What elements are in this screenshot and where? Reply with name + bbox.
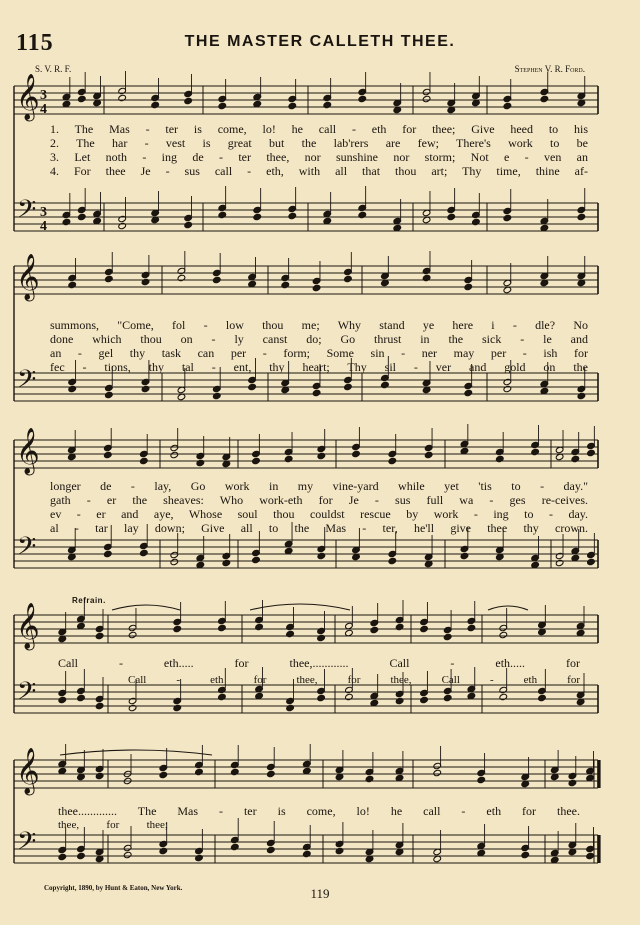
notehead <box>212 392 221 399</box>
notehead <box>477 776 486 783</box>
notehead <box>184 97 193 104</box>
verse-line: 1. The Mas - ter is come, lo! he call - eth for thee; Give heed to his <box>50 122 588 136</box>
notehead <box>433 769 442 776</box>
verse-line: summons, "Come, fol - low thou me; Why stand ye here i - dle? No <box>50 318 588 332</box>
verse-line: al - tar lay down; Give all to the Mas - ter, he'll give thee thy crown. <box>50 521 588 535</box>
verse-line: an - gel thy task can per - form; Some sin - ner may per - ish for <box>50 346 588 360</box>
notehead <box>212 276 221 283</box>
notehead <box>577 213 586 220</box>
notehead <box>255 623 264 630</box>
notehead <box>286 704 295 711</box>
notehead <box>62 218 71 225</box>
notehead <box>422 274 431 281</box>
notehead <box>424 451 433 458</box>
notehead <box>248 383 257 390</box>
verse-line: fec - tions, thy tal - ent, thy heart; Thy sil - ver and gold on the <box>50 360 588 374</box>
notehead <box>317 552 326 559</box>
notehead <box>358 211 367 218</box>
notehead <box>253 213 262 220</box>
notehead <box>95 632 104 639</box>
notehead <box>184 221 193 228</box>
hymn-number: 115 <box>16 30 54 56</box>
notehead <box>195 854 204 861</box>
notehead <box>104 550 113 557</box>
notehead <box>284 455 293 462</box>
notehead <box>231 843 240 850</box>
time-signature-top: 3 <box>40 205 47 220</box>
words-credit: S. V. R. F. <box>35 64 72 74</box>
notehead <box>395 623 404 630</box>
notehead <box>499 693 508 700</box>
bass-clef-icon: 𝄢 <box>17 365 37 400</box>
notehead <box>218 693 227 700</box>
notehead <box>447 213 456 220</box>
treble-clef-icon: 𝄞 <box>16 748 40 794</box>
notehead <box>105 275 114 282</box>
notehead <box>365 775 374 782</box>
notehead <box>568 779 577 786</box>
notehead <box>312 284 321 291</box>
notehead <box>222 559 231 566</box>
notehead <box>252 556 261 563</box>
notehead <box>531 448 540 455</box>
notehead <box>252 457 261 464</box>
notehead <box>68 281 77 288</box>
notehead <box>395 697 404 704</box>
refrain-bass-line: Call - eth for thee, for thee, Call - eth for <box>128 674 580 686</box>
notehead <box>495 455 504 462</box>
notehead <box>231 768 240 775</box>
notehead <box>123 851 132 858</box>
notehead <box>159 847 168 854</box>
refrain-label: Refrain. <box>72 596 106 605</box>
slur <box>488 606 528 610</box>
hymn-title: THE MASTER CALLETH THEE. <box>184 33 456 50</box>
notehead <box>370 626 379 633</box>
notehead <box>218 624 227 631</box>
notehead <box>317 694 326 701</box>
notehead <box>312 389 321 396</box>
notehead <box>105 391 114 398</box>
notehead <box>472 218 481 225</box>
notehead <box>443 633 452 640</box>
refrain-line: Call - eth..... for thee,............ Call - eth..... for <box>58 656 580 670</box>
notehead <box>521 851 530 858</box>
notehead <box>587 558 596 565</box>
notehead <box>335 847 344 854</box>
notehead <box>317 634 326 641</box>
notehead <box>381 381 390 388</box>
verse-line: longer de - lay, Go work in my vine-yard while yet 'tis to - day." <box>50 479 588 493</box>
notehead <box>460 552 469 559</box>
slur <box>112 605 180 610</box>
notehead <box>422 95 431 102</box>
notehead <box>443 694 452 701</box>
notehead <box>503 385 512 392</box>
verse-line: 4. For thee Je - sus call - eth, with all that thou art; Thy time, thine af- <box>50 164 588 178</box>
notehead <box>58 853 67 860</box>
notehead <box>95 702 104 709</box>
notehead <box>140 457 149 464</box>
notehead <box>68 385 77 392</box>
notehead <box>317 452 326 459</box>
notehead <box>170 558 179 565</box>
notehead <box>503 214 512 221</box>
notehead <box>352 450 361 457</box>
slur <box>250 604 350 610</box>
notehead <box>503 102 512 109</box>
notehead <box>286 630 295 637</box>
treble-clef-icon: 𝄞 <box>16 603 40 649</box>
bass-clef-icon: 𝄢 <box>17 532 37 567</box>
notehead <box>420 696 429 703</box>
time-signature-top: 3 <box>40 88 47 103</box>
notehead <box>281 281 290 288</box>
notehead <box>159 771 168 778</box>
notehead <box>538 694 547 701</box>
notehead <box>344 275 353 282</box>
notehead <box>288 212 297 219</box>
notehead <box>218 102 227 109</box>
notehead <box>118 222 127 229</box>
copyright-notice: Copyright, 1890, by Hunt & Eaton, New York. <box>44 884 183 892</box>
notehead <box>388 457 397 464</box>
verse-line: done which thou on - ly canst do; Go thrust in the sick - le and <box>50 332 588 346</box>
notehead <box>77 213 86 220</box>
notehead <box>587 449 596 456</box>
notehead <box>58 696 67 703</box>
music-credit: Stephen V. R. Ford. <box>514 64 585 74</box>
notehead <box>104 451 113 458</box>
notehead <box>267 770 276 777</box>
notehead <box>128 704 137 711</box>
refrain-bass-line: thee, for thee; <box>58 819 168 831</box>
treble-clef-icon: 𝄞 <box>16 74 40 120</box>
time-signature-bottom: 4 <box>40 219 47 234</box>
notehead <box>344 383 353 390</box>
notehead <box>128 631 137 638</box>
notehead <box>195 768 204 775</box>
notehead <box>95 772 104 779</box>
verse-line: 3. Let noth - ing de - ter thee, nor sunshine nor storm; Not e - ven an <box>50 150 588 164</box>
time-signature-bottom: 4 <box>40 102 47 117</box>
notehead <box>323 101 332 108</box>
notehead <box>571 455 580 462</box>
notehead <box>577 392 586 399</box>
notehead <box>77 694 86 701</box>
notehead <box>288 102 297 109</box>
notehead <box>540 95 549 102</box>
notehead <box>151 101 160 108</box>
treble-clef-icon: 𝄞 <box>16 254 40 300</box>
notehead <box>358 95 367 102</box>
notehead <box>177 274 186 281</box>
notehead <box>170 451 179 458</box>
verse-line: gath - er the sheaves: Who work-eth for Je - sus full wa - ges re-ceives. <box>50 493 588 507</box>
notehead <box>303 850 312 857</box>
notehead <box>586 852 595 859</box>
treble-clef-icon: 𝄞 <box>16 428 40 474</box>
notehead <box>345 693 354 700</box>
notehead <box>140 549 149 556</box>
notehead <box>464 389 473 396</box>
notehead <box>118 94 127 101</box>
notehead <box>196 459 205 466</box>
notehead <box>173 704 182 711</box>
notehead <box>77 852 86 859</box>
notehead <box>499 631 508 638</box>
bass-clef-icon: 𝄢 <box>17 195 37 230</box>
bass-clef-icon: 𝄢 <box>17 827 37 862</box>
notehead <box>555 559 564 566</box>
notehead <box>464 283 473 290</box>
notehead <box>467 624 476 631</box>
verse-line: ev - er and aye, Whose soul thou couldst rescue by work - ing to - day. <box>50 507 588 521</box>
verse-line: 2. The har - vest is great but the lab'rers are few; There's work to be <box>50 136 588 150</box>
notehead <box>218 211 227 218</box>
notehead <box>267 846 276 853</box>
notehead <box>141 278 150 285</box>
notehead <box>420 625 429 632</box>
notehead <box>141 385 150 392</box>
notehead <box>388 557 397 564</box>
refrain-line: thee............. The Mas - ter is come, lo! he call - eth for thee. <box>58 804 580 818</box>
notehead <box>77 95 86 102</box>
notehead <box>173 625 182 632</box>
bass-clef-icon: 𝄢 <box>17 677 37 712</box>
slur <box>60 750 212 755</box>
page-number: 119 <box>310 886 330 901</box>
